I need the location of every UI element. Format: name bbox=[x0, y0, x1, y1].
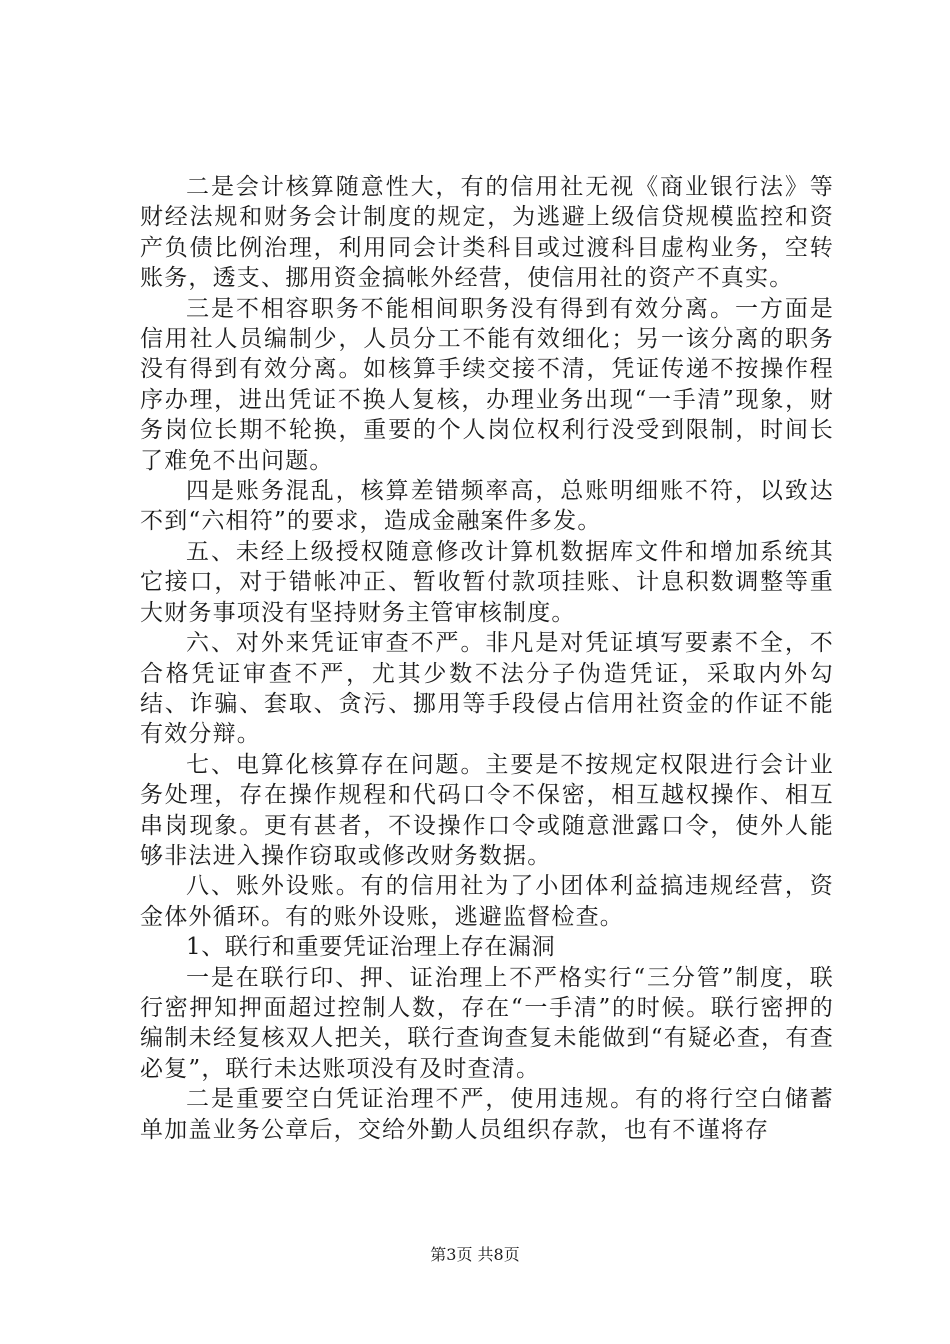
paragraph-blank-vouchers: 二是重要空白凭证治理不严，使用违规。有的将行空白储蓄单加盖业务公章后，交给外勤人员组织存款，也有不谨将存 bbox=[140, 1086, 834, 1143]
paragraph-interbank-seals: 一是在联行印、押、证治理上不严格实行“三分管”制度，联行密押知押面超过控制人数，存在“一手清”的时候。联行密押的编制未经复核双人把关，联行查询查复未能做到“有疑必查，有查必复”，联行未达账项没有及时查清。 bbox=[140, 964, 834, 1082]
paragraph-duty-separation: 三是不相容职务不能相间职务没有得到有效分离。一方面是信用社人员编制少，人员分工不能有效细化；另一该分离的职务没有得到有效分离。如核算手续交接不清，凭证传递不按操作程序办理，进出凭证不换人复核，办理业务出现“一手清”现象，财务岗位长期不轮换，重要的个人岗位权利行没受到限制，时间长了难免不出问题。 bbox=[140, 295, 834, 474]
section-heading-interbank: 1、联行和重要凭证治理上存在漏洞 bbox=[186, 934, 556, 961]
paragraph-account-chaos: 四是账务混乱，核算差错频率高，总账明细账不符，以致达不到“六相符”的要求，造成金融案件多发。 bbox=[140, 478, 834, 535]
page-footer: 第3页 共8页 bbox=[430, 1245, 520, 1264]
paragraph-off-book-accounts: 八、账外设账。有的信用社为了小团体利益搞违规经营，资金体外循环。有的账外设账，逃避监督检查。 bbox=[140, 873, 834, 930]
paragraph-unauthorized-modification: 五、未经上级授权随意修改计算机数据库文件和增加系统其它接口，对于错帐冲正、暂收暂付款项挂账、计息积数调整等重大财务事项没有坚持财务主管审核制度。 bbox=[140, 538, 834, 626]
document-body bbox=[140, 172, 834, 1145]
paragraph-computerized-accounting: 七、电算化核算存在问题。主要是不按规定权限进行会计业务处理，存在操作规程和代码口令不保密，相互越权操作、相互串岗现象。更有甚者，不设操作口令或随意泄露口令，使外人能够非法进入操作窃取或修改财务数据。 bbox=[140, 751, 834, 869]
paragraph-accounting-arbitrary: 二是会计核算随意性大，有的信用社无视《商业银行法》等财经法规和财务会计制度的规定，为逃避上级信贷规模监控和资产负债比例治理，利用同会计类科目或过渡科目虚构业务，空转账务，透支、挪用资金搞帐外经营，使信用社的资产不真实。 bbox=[140, 174, 834, 292]
paragraph-external-vouchers: 六、对外来凭证审查不严。非凡是对凭证填写要素不全，不合格凭证审查不严，尤其少数不法分子伪造凭证，采取内外勾结、诈骗、套取、贪污、挪用等手段侵占信用社资金的作证不能有效分辩。 bbox=[140, 630, 834, 748]
